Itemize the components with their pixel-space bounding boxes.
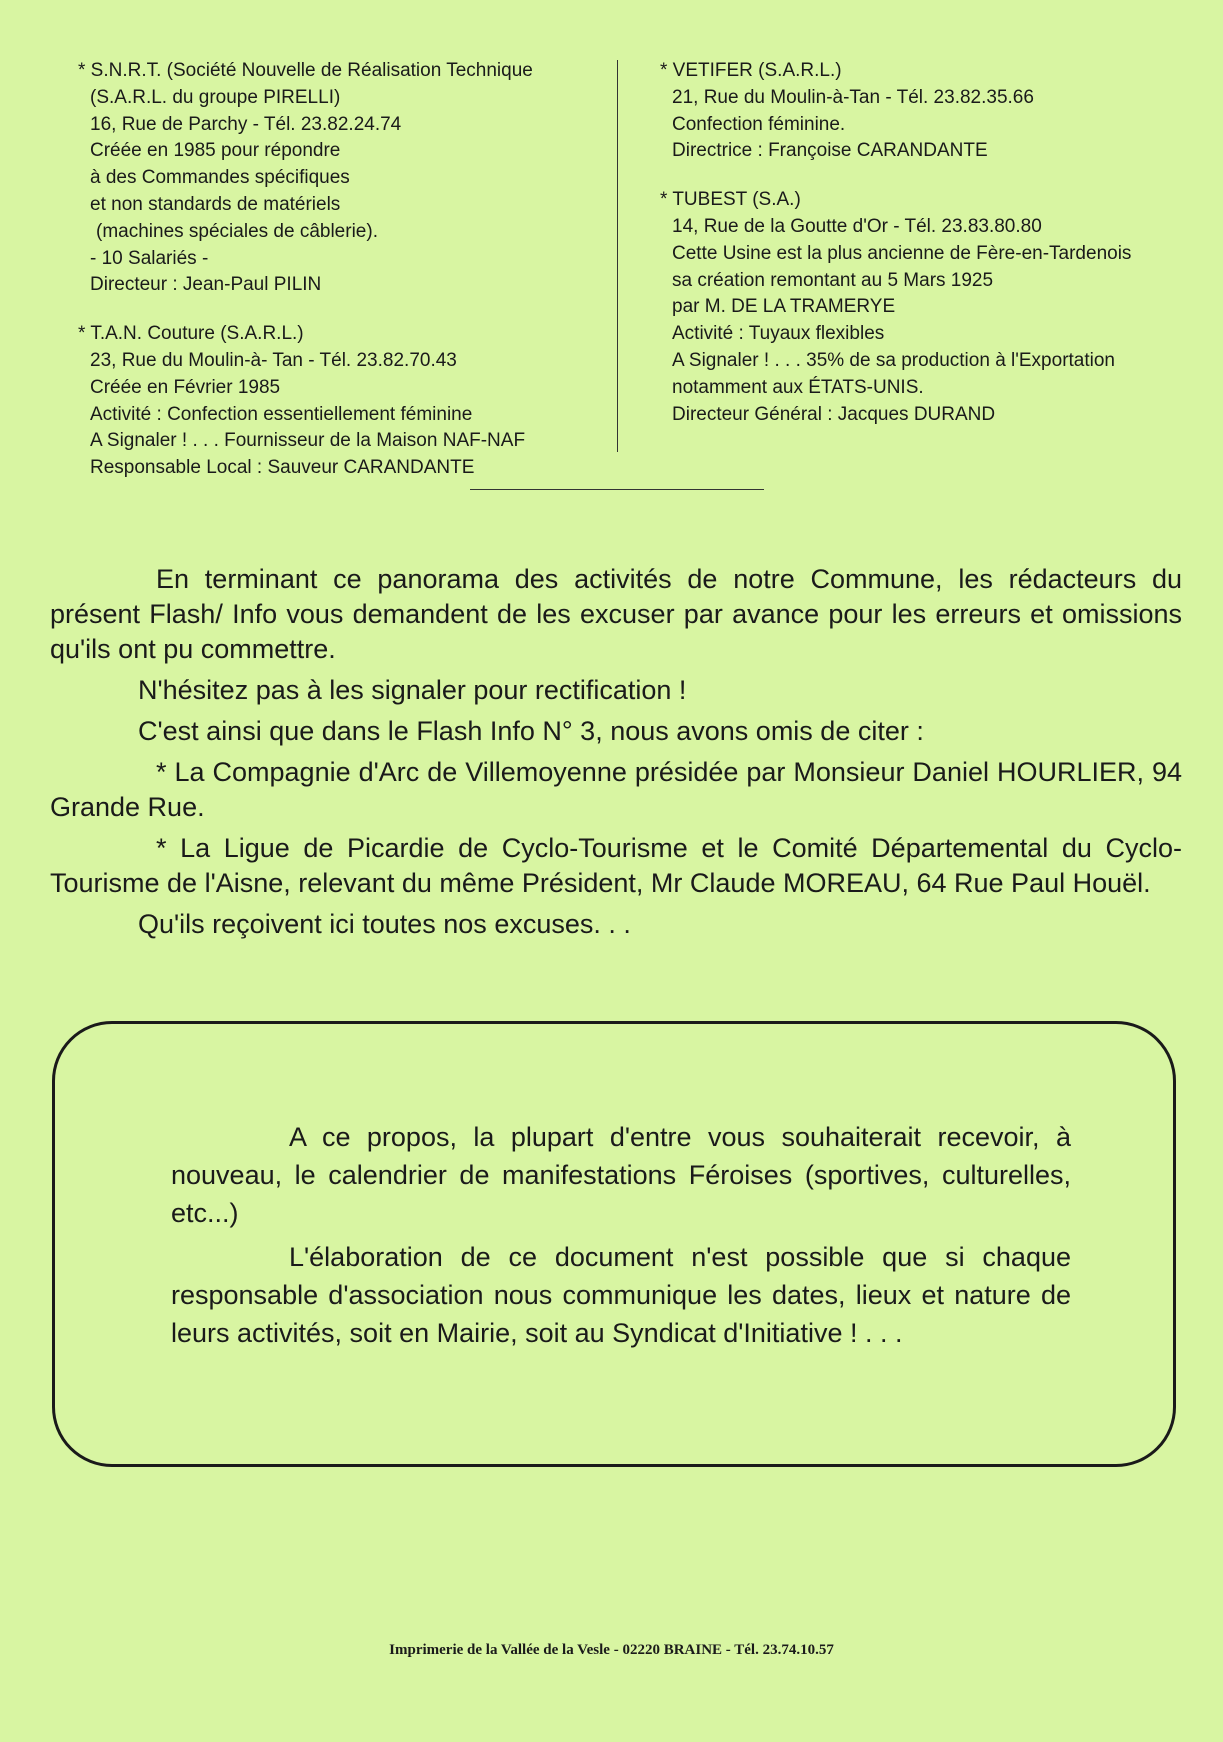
company-entry-vetifer <box>660 58 1200 165</box>
company-line: Créée en Février 1985 <box>90 376 281 398</box>
company-entry-tan-couture <box>78 321 608 482</box>
company-line: A Signaler ! . . . Fournisseur de la Maison NAF-NAF <box>90 430 526 452</box>
company-line: A Signaler ! . . . 35% de sa production à l'Exportation <box>672 349 1116 371</box>
horizontal-rule <box>470 489 764 490</box>
closing-paragraph: C'est ainsi que dans le Flash Info N° 3, nous avons omis de citer : <box>138 716 924 746</box>
company-line: Responsable Local : Sauveur CARANDANTE <box>90 457 475 479</box>
company-line: (machines spéciales de câblerie). <box>96 220 378 242</box>
company-line: 16, Rue de Parchy - Tél. 23.82.24.74 <box>90 113 402 135</box>
company-entry-snrt <box>78 58 608 299</box>
box-paragraph: L'élaboration de ce document n'est possible que si chaque responsable d'association nous communique les dates, lieux et nature de leurs activités, soit en Mairie, soit au Syndicat d'Initiative ! . . . <box>171 1242 1071 1348</box>
company-line: 21, Rue du Moulin-à-Tan - Tél. 23.82.35.66 <box>672 86 1034 108</box>
company-line: Confection féminine. <box>672 113 846 135</box>
right-column <box>660 58 1200 428</box>
company-entry-tubest <box>660 187 1200 428</box>
company-line: Activité : Tuyaux flexibles <box>672 323 885 345</box>
company-line: et non standards de matériels <box>90 193 341 215</box>
column-divider <box>617 60 618 452</box>
closing-notice <box>50 562 1182 948</box>
box-paragraph: A ce propos, la plupart d'entre vous souhaiterait recevoir, à nouveau, le calendrier de manifestations Féroises (sportives, culturelles, etc...) <box>171 1122 1071 1228</box>
company-line: Directeur Général : Jacques DURAND <box>672 403 996 425</box>
calendar-notice-text <box>171 1118 1071 1358</box>
company-line: Créée en 1985 pour répondre <box>90 140 341 162</box>
company-title: * VETIFER (S.A.R.L.) <box>660 60 842 81</box>
company-title: * S.N.R.T. (Société Nouvelle de Réalisation Technique <box>78 60 533 81</box>
company-line: - 10 Salariés - <box>90 247 209 269</box>
closing-paragraph: En terminant ce panorama des activités de notre Commune, les rédacteurs du présent Flash/ Info vous demandent de les excuser par avance pour les erreurs et omissions qu'ils ont pu commettre. <box>50 564 1182 664</box>
closing-paragraph: Qu'ils reçoivent ici toutes nos excuses. . . <box>138 909 631 939</box>
company-line: par M. DE LA TRAMERYE <box>672 296 896 318</box>
company-line: sa création remontant au 5 Mars 1925 <box>672 269 994 291</box>
company-title: * TUBEST (S.A.) <box>660 189 801 211</box>
company-line: Cette Usine est la plus ancienne de Fère-en-Tardenois <box>672 242 1132 264</box>
left-column <box>78 58 608 482</box>
company-title: * T.A.N. Couture (S.A.R.L.) <box>78 323 304 345</box>
closing-paragraph: * La Compagnie d'Arc de Villemoyenne présidée par Monsieur Daniel HOURLIER, 94 Grande Rue. <box>50 757 1182 822</box>
printer-footer: Imprimerie de la Vallée de la Vesle - 02220 BRAINE - Tél. 23.74.10.57 <box>389 1642 834 1658</box>
company-line: 14, Rue de la Goutte d'Or - Tél. 23.83.80.80 <box>672 215 1042 237</box>
company-line: notamment aux ÉTATS-UNIS. <box>672 376 924 398</box>
company-line: Directeur : Jean-Paul PILIN <box>90 274 322 296</box>
company-line: à des Commandes spécifiques <box>90 167 350 189</box>
closing-paragraph: * La Ligue de Picardie de Cyclo-Tourisme et le Comité Départemental du Cyclo-Tourisme de l'Aisne, relevant du même Président, Mr Claude MOREAU, 64 Rue Paul Houël. <box>50 833 1182 898</box>
calendar-notice-box <box>52 1021 1176 1467</box>
company-line: Activité : Confection essentiellement féminine <box>90 403 473 425</box>
closing-paragraph: N'hésitez pas à les signaler pour rectification ! <box>138 675 687 705</box>
company-line: (S.A.R.L. du groupe PIRELLI) <box>90 86 341 108</box>
company-line: Directrice : Françoise CARANDANTE <box>672 140 988 162</box>
company-line: 23, Rue du Moulin-à- Tan - Tél. 23.82.70.43 <box>90 349 457 371</box>
